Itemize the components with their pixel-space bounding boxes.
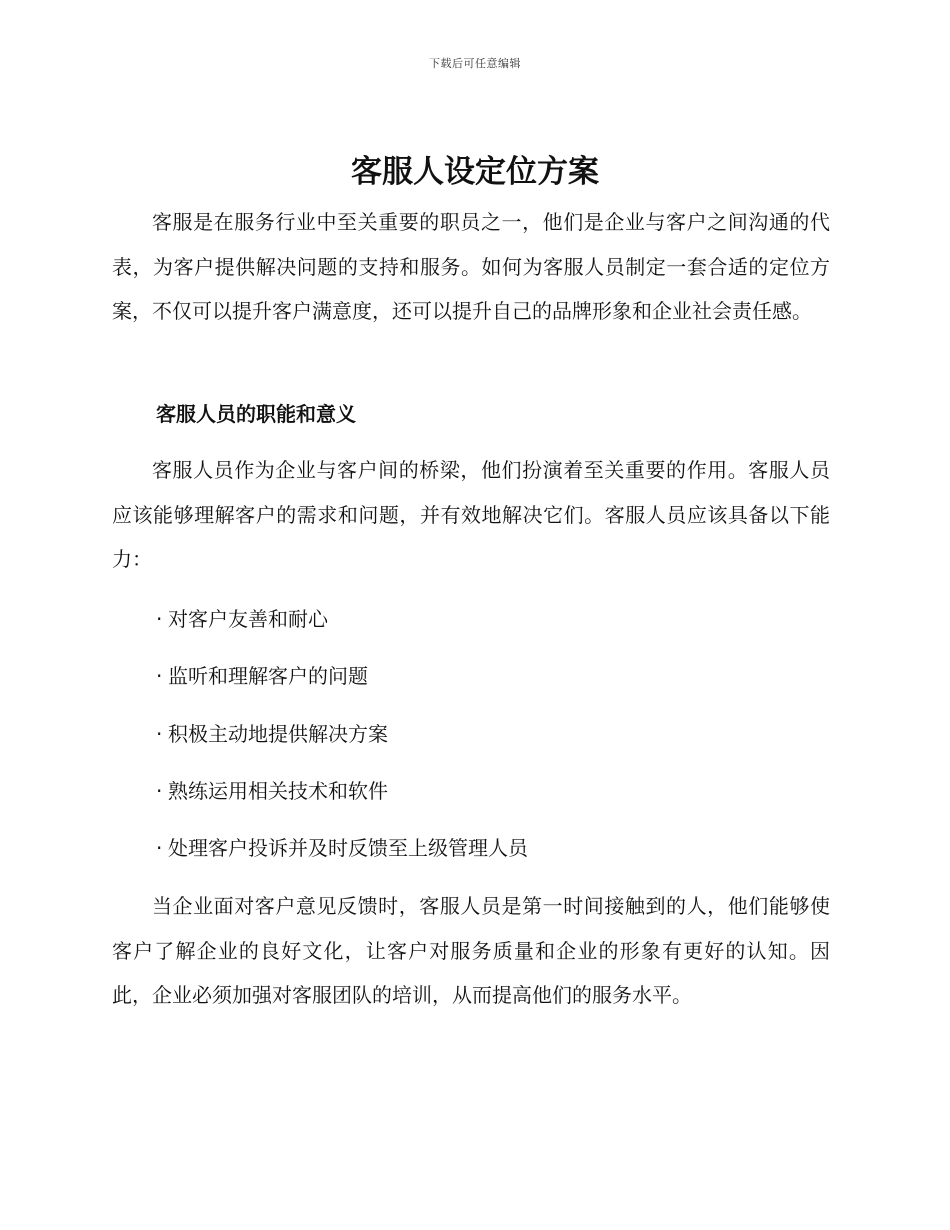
bullet-dot-icon: ·	[156, 836, 163, 861]
list-item-text: 监听和理解客户的问题	[168, 664, 368, 689]
ability-list	[156, 597, 528, 883]
list-item	[156, 769, 528, 826]
document-title: 客服人设定位方案	[351, 154, 599, 190]
bullet-dot-icon: ·	[156, 778, 163, 803]
section-paragraph: 客服人员作为企业与客户间的桥梁，他们扮演着至关重要的作用。客服人员应该能够理解客户的需求和问题，并有效地解决它们。客服人员应该具备以下能力：	[112, 458, 830, 571]
closing-paragraph: 当企业面对客户意见反馈时，客服人员是第一时间接触到的人，他们能够使客户了解企业的良好文化，让客户对服务质量和企业的形象有更好的认知。因此，企业必须加强对客服团队的培训，从而提高他们的服务水平。	[112, 894, 830, 1007]
list-item	[156, 826, 528, 883]
list-item	[156, 597, 528, 654]
list-item-text: 对客户友善和耐心	[168, 607, 328, 631]
list-item-text: 熟练运用相关技术和软件	[168, 778, 388, 803]
bullet-dot-icon: ·	[156, 664, 163, 689]
bullet-dot-icon: ·	[156, 607, 163, 631]
list-item	[156, 654, 528, 711]
bullet-dot-icon: ·	[156, 721, 163, 746]
list-item	[156, 712, 528, 769]
list-item-text: 积极主动地提供解决方案	[168, 721, 388, 746]
list-item-text: 处理客户投诉并及时反馈至上级管理人员	[168, 836, 528, 861]
intro-paragraph: 客服是在服务行业中至关重要的职员之一，他们是企业与客户之间沟通的代表，为客户提供解决问题的支持和服务。如何为客服人员制定一套合适的定位方案，不仅可以提升客户满意度，还可以提升自己的品牌形象和企业社会责任感。	[112, 210, 830, 323]
section-heading: 客服人员的职能和意义	[156, 402, 356, 426]
header-note: 下载后可任意编辑	[429, 57, 521, 70]
